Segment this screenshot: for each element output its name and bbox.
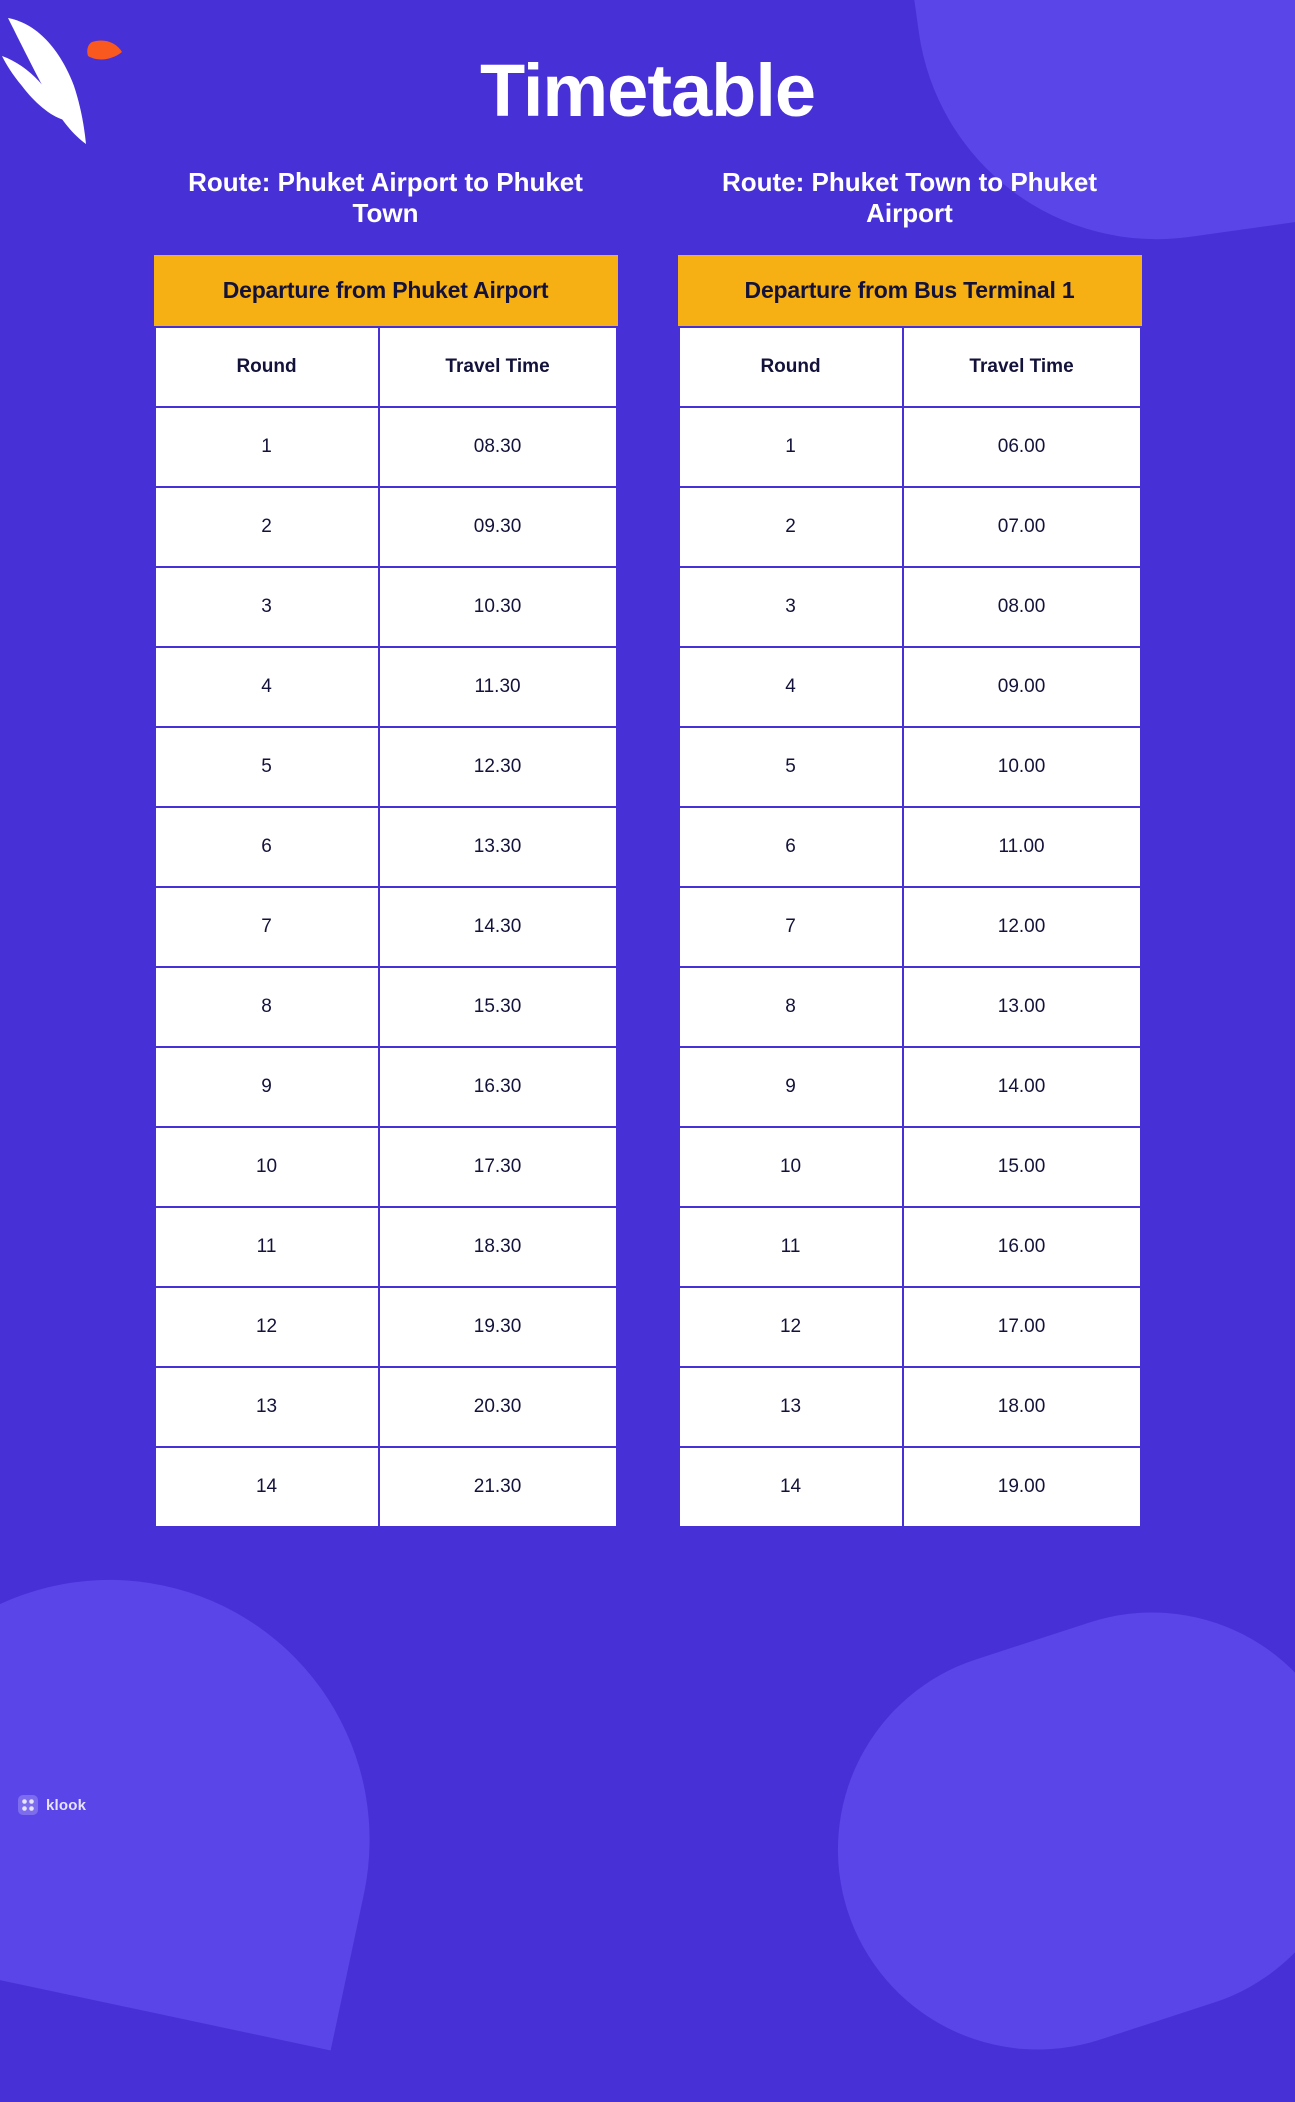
table-row [155, 1287, 617, 1367]
cell-time: 17.30 [379, 1127, 617, 1207]
cell-round: 7 [155, 887, 379, 967]
cell-time: 19.00 [903, 1447, 1141, 1527]
cell-round: 6 [155, 807, 379, 887]
cell-round: 13 [155, 1367, 379, 1447]
cell-time: 16.30 [379, 1047, 617, 1127]
table-row [679, 1447, 1141, 1527]
cell-time: 12.00 [903, 887, 1141, 967]
table-row [679, 967, 1141, 1047]
cell-round: 8 [679, 967, 903, 1047]
table-row [155, 887, 617, 967]
table-row [155, 487, 617, 567]
table-row [679, 1207, 1141, 1287]
table-row [155, 727, 617, 807]
cell-round: 1 [679, 407, 903, 487]
cell-round: 9 [155, 1047, 379, 1127]
klook-logo-icon [18, 1795, 38, 1815]
table-row [155, 1207, 617, 1287]
cell-time: 14.30 [379, 887, 617, 967]
cell-time: 19.30 [379, 1287, 617, 1367]
cell-round: 2 [155, 487, 379, 567]
decorative-shape-bottom-left [0, 1532, 418, 2051]
timetable-block-town-to-airport [678, 167, 1142, 1528]
cell-time: 12.30 [379, 727, 617, 807]
table-row [679, 567, 1141, 647]
table-row [679, 807, 1141, 887]
column-header-travel-time: Travel Time [379, 327, 617, 407]
cell-time: 17.00 [903, 1287, 1141, 1367]
table-banner: Departure from Phuket Airport [154, 255, 618, 326]
timetable [678, 326, 1142, 1528]
table-row [679, 1127, 1141, 1207]
table-row [155, 1047, 617, 1127]
cell-time: 13.00 [903, 967, 1141, 1047]
table-banner: Departure from Bus Terminal 1 [678, 255, 1142, 326]
table-row [679, 1367, 1141, 1447]
cell-round: 11 [155, 1207, 379, 1287]
cell-time: 10.00 [903, 727, 1141, 807]
table-row [155, 567, 617, 647]
cell-time: 20.30 [379, 1367, 617, 1447]
cell-round: 8 [155, 967, 379, 1047]
route-heading: Route: Phuket Town to Phuket Airport [721, 167, 1098, 228]
cell-time: 11.30 [379, 647, 617, 727]
table-row [155, 1447, 617, 1527]
cell-round: 5 [679, 727, 903, 807]
column-header-round: Round [679, 327, 903, 407]
cell-time: 09.00 [903, 647, 1141, 727]
table-header-row [155, 327, 617, 407]
cell-round: 14 [679, 1447, 903, 1527]
table-row [155, 1367, 617, 1447]
table-header-row [679, 327, 1141, 407]
cell-round: 14 [155, 1447, 379, 1527]
cell-round: 3 [155, 567, 379, 647]
cell-time: 15.30 [379, 967, 617, 1047]
cell-time: 13.30 [379, 807, 617, 887]
table-row [679, 1287, 1141, 1367]
column-header-travel-time: Travel Time [903, 327, 1141, 407]
cell-round: 1 [155, 407, 379, 487]
cell-round: 10 [679, 1127, 903, 1207]
footer-branding [18, 1795, 86, 1815]
table-row [679, 887, 1141, 967]
table-row [155, 1127, 617, 1207]
table-row [155, 967, 617, 1047]
timetable [154, 326, 618, 1528]
cell-round: 4 [679, 647, 903, 727]
footer-brand-name: klook [46, 1796, 87, 1814]
cell-time: 10.30 [379, 567, 617, 647]
cell-round: 9 [679, 1047, 903, 1127]
column-header-round: Round [155, 327, 379, 407]
table-row [679, 647, 1141, 727]
timetable-block-airport-to-town [154, 167, 618, 1528]
cell-time: 14.00 [903, 1047, 1141, 1127]
route-heading: Route: Phuket Airport to Phuket Town [188, 167, 583, 228]
cell-round: 7 [679, 887, 903, 967]
cell-time: 06.00 [903, 407, 1141, 487]
timetables-container [0, 133, 1295, 1528]
table-row [155, 647, 617, 727]
cell-round: 12 [679, 1287, 903, 1367]
cell-round: 2 [679, 487, 903, 567]
table-row [679, 727, 1141, 807]
table-row [679, 1047, 1141, 1127]
cell-round: 4 [155, 647, 379, 727]
cell-time: 18.00 [903, 1367, 1141, 1447]
table-row [679, 487, 1141, 567]
cell-round: 12 [155, 1287, 379, 1367]
cell-time: 18.30 [379, 1207, 617, 1287]
cell-round: 11 [679, 1207, 903, 1287]
cell-time: 11.00 [903, 807, 1141, 887]
table-row [679, 407, 1141, 487]
cell-time: 08.00 [903, 567, 1141, 647]
table-row [155, 407, 617, 487]
cell-time: 15.00 [903, 1127, 1141, 1207]
decorative-shape-bottom-right [786, 1560, 1295, 2101]
cell-round: 10 [155, 1127, 379, 1207]
cell-time: 08.30 [379, 407, 617, 487]
page-title: Timetable [479, 49, 816, 132]
cell-time: 16.00 [903, 1207, 1141, 1287]
table-row [155, 807, 617, 887]
cell-time: 09.30 [379, 487, 617, 567]
cell-time: 21.30 [379, 1447, 617, 1527]
cell-round: 13 [679, 1367, 903, 1447]
cell-time: 07.00 [903, 487, 1141, 567]
cell-round: 5 [155, 727, 379, 807]
cell-round: 6 [679, 807, 903, 887]
cell-round: 3 [679, 567, 903, 647]
